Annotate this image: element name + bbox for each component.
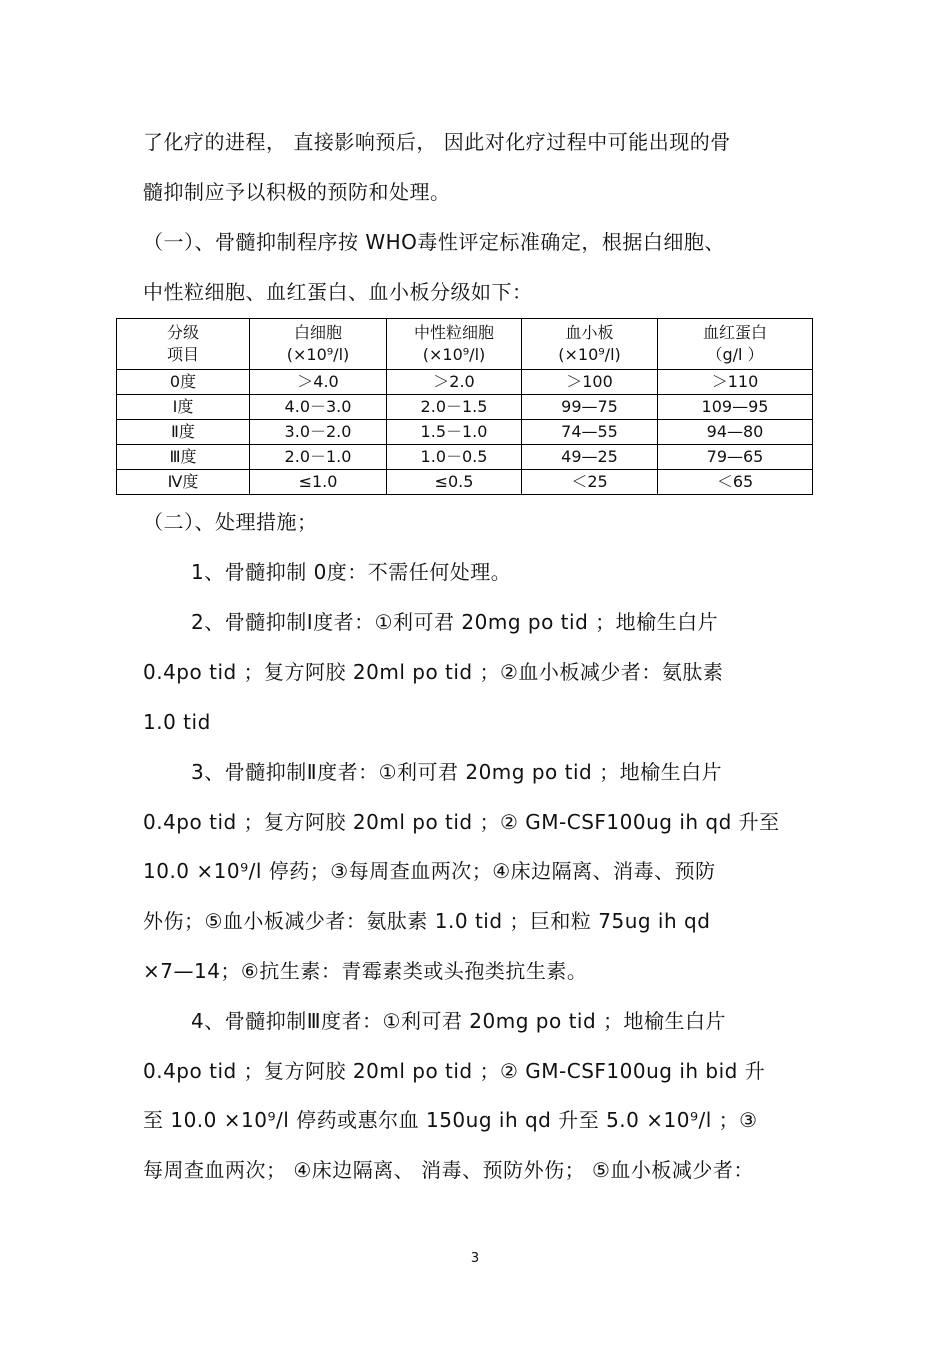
header-cell: 白细胞 (×10⁹/l) [250, 319, 387, 370]
header-cell: 中性粒细胞 (×10⁹/l) [387, 319, 522, 370]
page-number: 3 [470, 1251, 480, 1266]
table-cell: Ⅱ度 [117, 420, 250, 445]
header-cell: 分级 项目 [117, 319, 250, 370]
table-cell: 49—25 [522, 445, 658, 470]
paragraph-line: 外伤；⑤血小板减少者：氨肽素 1.0 tid ；巨和粒 75ug ih qd [143, 909, 711, 933]
table-cell: Ⅲ度 [117, 445, 250, 470]
table-cell: 2.0－1.0 [250, 445, 387, 470]
table-cell: 109—95 [658, 395, 813, 420]
table-header-row [117, 319, 813, 370]
table-cell: Ⅳ度 [117, 470, 250, 495]
table-cell: ＞2.0 [387, 370, 522, 395]
table-cell: ＜25 [522, 470, 658, 495]
table-cell: 1.0－0.5 [387, 445, 522, 470]
table-cell: ＞110 [658, 370, 813, 395]
paragraph-line: 0.4po tid ；复方阿胶 20ml po tid ；②血小板减少者：氨肽素 [143, 660, 724, 684]
table-row [117, 470, 813, 495]
table-cell: 94—80 [658, 420, 813, 445]
table-cell: 3.0－2.0 [250, 420, 387, 445]
section-heading: （二）、处理措施； [143, 510, 318, 534]
header-cell: 血红蛋白 （g/l ） [658, 319, 813, 370]
paragraph-line: 3、骨髓抑制Ⅱ度者：①利可君 20mg po tid ；地榆生白片 [191, 760, 723, 784]
paragraph-line: 0.4po tid ；复方阿胶 20ml po tid ；② GM-CSF100ug ih qd 升至 [143, 810, 780, 834]
section-heading: （一）、骨髓抑制程序按 WHO毒性评定标准确定，根据白细胞、 [143, 230, 725, 254]
table-row [117, 370, 813, 395]
table-cell: ≤0.5 [387, 470, 522, 495]
table-cell: 0度 [117, 370, 250, 395]
table-row [117, 445, 813, 470]
table-cell: Ⅰ度 [117, 395, 250, 420]
paragraph-line: 0.4po tid ；复方阿胶 20ml po tid ；② GM-CSF100ug ih bid 升 [143, 1059, 766, 1083]
paragraph-line: 1.0 tid [143, 710, 211, 734]
table-cell: 79—65 [658, 445, 813, 470]
paragraph-line: ×7—14；⑥抗生素：青霉素类或头孢类抗生素。 [143, 959, 588, 983]
table-row [117, 395, 813, 420]
paragraph-line: 了化疗的进程， 直接影响预后， 因此对化疗过程中可能出现的骨 [143, 130, 731, 154]
paragraph-line: 1、骨髓抑制 0度：不需任何处理。 [191, 560, 512, 584]
header-cell: 血小板 (×10⁹/l) [522, 319, 658, 370]
table-cell: ≤1.0 [250, 470, 387, 495]
table-cell: 4.0－3.0 [250, 395, 387, 420]
bone-marrow-grade-table [116, 318, 813, 495]
table-cell: 99—75 [522, 395, 658, 420]
table-row [117, 420, 813, 445]
table-cell: ＜65 [658, 470, 813, 495]
table-cell: ＞100 [522, 370, 658, 395]
paragraph-line: 4、骨髓抑制Ⅲ度者：①利可君 20mg po tid ；地榆生白片 [191, 1009, 727, 1033]
paragraph-line: 中性粒细胞、血红蛋白、血小板分级如下： [143, 280, 533, 304]
paragraph-line: 髓抑制应予以积极的预防和处理。 [143, 180, 451, 204]
paragraph-line: 10.0 ×10⁹/l 停药；③每周查血两次；④床边隔离、消毒、预防 [143, 859, 716, 883]
paragraph-line: 每周查血两次； ④床边隔离、 消毒、预防外伤； ⑤血小板减少者： [143, 1158, 754, 1182]
table-cell: 74—55 [522, 420, 658, 445]
table-cell: 1.5－1.0 [387, 420, 522, 445]
paragraph-line: 至 10.0 ×10⁹/l 停药或惠尔血 150ug ih qd 升至 5.0 ×10⁹/l ；③ [143, 1108, 758, 1132]
paragraph-line: 2、骨髓抑制Ⅰ度者：①利可君 20mg po tid ；地榆生白片 [191, 610, 719, 634]
table-cell: ＞4.0 [250, 370, 387, 395]
table-cell: 2.0－1.5 [387, 395, 522, 420]
